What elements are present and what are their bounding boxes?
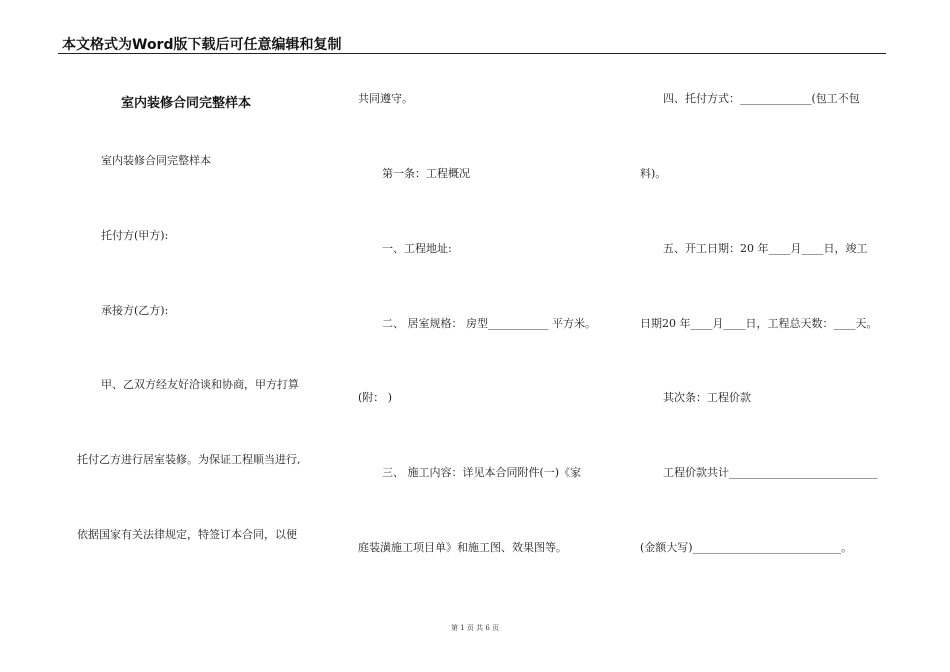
col1-line-6: 依据国家有关法律规定，特签订本合同，以便 <box>77 528 297 541</box>
col2-line-5: (附： ) <box>358 391 393 404</box>
col1-line-3: 承接方(乙方): <box>101 304 169 317</box>
col2-line-3: 一、工程地址: <box>382 242 452 255</box>
col3-line-5: 其次条：工程价款 <box>663 391 751 404</box>
col3-line-6: 工程价款共计___________________________ <box>663 466 878 479</box>
col3-line-2: 料)。 <box>640 167 667 180</box>
col2-line-6: 三、 施工内容：详见本合同附件(一)《家 <box>382 466 582 479</box>
col2-line-2: 第一条：工程概况 <box>382 167 470 180</box>
col3-line-4: 日期20 年____月____日，工程总天数：____天。 <box>640 317 878 330</box>
col3-line-1: 四、托付方式：_____________(包工不包 <box>663 92 860 105</box>
col2-line-4: 二、 居室规格： 房型___________ 平方米。 <box>382 317 596 330</box>
col1-line-2: 托付方(甲方): <box>101 229 169 242</box>
col1-line-1: 室内装修合同完整样本 <box>101 154 211 167</box>
page-number: 第 1 页 共 6 页 <box>450 624 500 632</box>
col2-line-7: 庭装潢施工项目单》和施工图、效果图等。 <box>358 541 567 554</box>
col1-line-4: 甲、乙双方经友好洽谈和协商，甲方打算 <box>101 378 299 391</box>
col1-line-5: 托付乙方进行居室装修。为保证工程顺当进行, <box>77 453 301 466</box>
col3-line-7: (金额大写)___________________________。 <box>640 541 853 554</box>
document-title: 室内装修合同完整样本 <box>121 96 252 111</box>
col2-line-1: 共同遵守。 <box>358 92 413 105</box>
col3-line-3: 五、开工日期：20 年____月____日，竣工 <box>663 242 868 255</box>
document-header-title: 本文格式为Word版下载后可任意编辑和复制 <box>62 37 342 53</box>
header-divider <box>58 53 886 54</box>
